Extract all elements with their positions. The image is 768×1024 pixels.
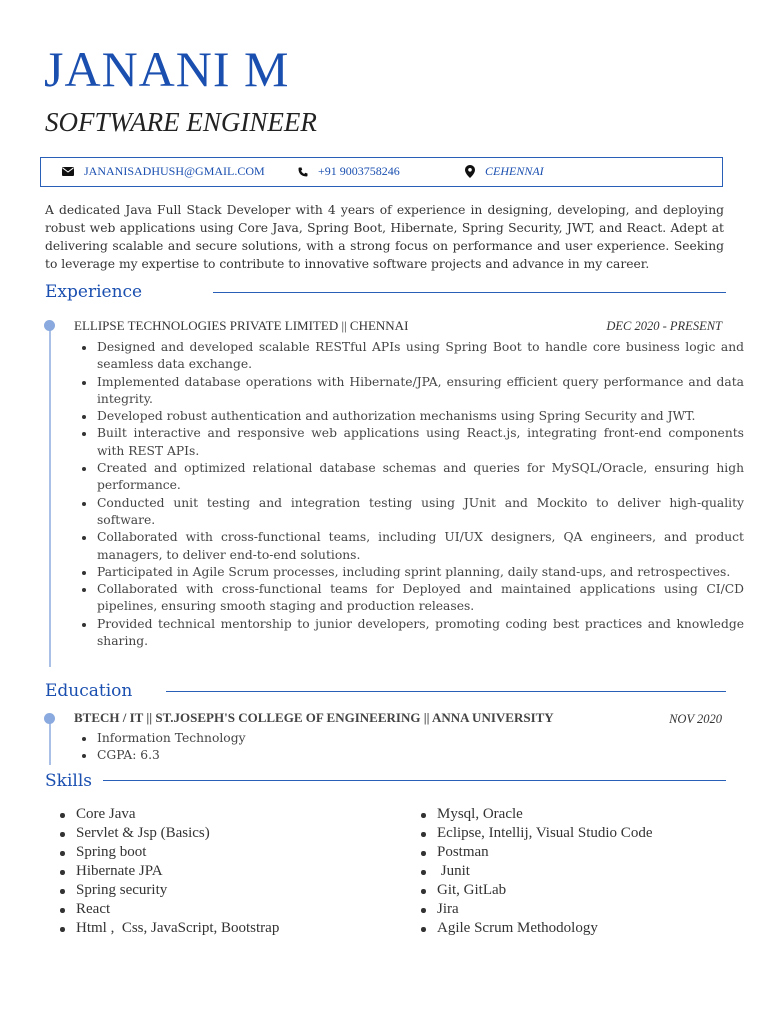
- skills-left-list: [46, 805, 406, 938]
- experience-heading: Experience: [45, 282, 143, 302]
- education-bullet: Information Technology: [97, 730, 744, 747]
- education-timeline: [49, 719, 51, 765]
- profile-summary: A dedicated Java Full Stack Developer with 4 years of experience in designing, developing, and deploying robust web applications using Core Java, Spring Boot, Hibernate, Spring Security, JWT, and React. Adept at delivering scalable and secure solutions, with a strong focus on performance and user experience. Seeking to leverage my expertise to contribute to innovative software projects and advance in my career.: [45, 203, 724, 271]
- contact-location: [465, 158, 544, 185]
- education-date: NOV 2020: [669, 712, 722, 726]
- education-bullet: CGPA: 6.3: [97, 747, 744, 764]
- company-name: ELLIPSE TECHNOLOGIES PRIVATE LIMITED || CHENNAI: [74, 318, 409, 333]
- location-text: CEHENNAI: [485, 164, 544, 178]
- skills-heading: Skills: [45, 771, 92, 791]
- experience-bullet: Conducted unit testing and integration testing using JUnit and Mockito to deliver high-quality software.: [97, 495, 744, 530]
- skill-item: Jira: [437, 900, 767, 919]
- skill-item: Core Java: [76, 805, 406, 824]
- experience-bullet: Collaborated with cross-functional teams, including UI/UX designers, QA engineers, and product managers, to deliver end-to-end solutions.: [97, 529, 744, 564]
- experience-divider: [213, 292, 726, 293]
- skill-item: Postman: [437, 843, 767, 862]
- skill-item: Hibernate JPA: [76, 862, 406, 881]
- experience-bullet: Designed and developed scalable RESTful APIs using Spring Boot to handle core business logic and seamless data exchange.: [97, 339, 744, 374]
- email-text: JANANISADHUSH@GMAIL.COM: [84, 164, 265, 178]
- skills-divider: [103, 780, 726, 781]
- skills-right-list: [407, 805, 767, 938]
- skill-item: React: [76, 900, 406, 919]
- experience-bullet: Participated in Agile Scrum processes, including sprint planning, daily stand-ups, and retrospectives.: [97, 564, 744, 581]
- location-pin-icon: [465, 165, 475, 178]
- experience-bullet: Collaborated with cross-functional teams for Deployed and maintained applications using CI/CD pipelines, ensuring smooth staging and production releases.: [97, 581, 744, 616]
- skill-item: Agile Scrum Methodology: [437, 919, 767, 938]
- skill-item: Spring boot: [76, 843, 406, 862]
- phone-icon: [298, 167, 308, 177]
- experience-bullet: Implemented database operations with Hibernate/JPA, ensuring efficient query performance and data integrity.: [97, 374, 744, 409]
- skill-item: Git, GitLab: [437, 881, 767, 900]
- skill-item: Eclipse, Intellij, Visual Studio Code: [437, 824, 767, 843]
- skill-item: Html , Css, JavaScript, Bootstrap: [76, 919, 406, 938]
- candidate-name: JANANI M: [44, 41, 290, 97]
- phone-text: +91 9003758246: [318, 164, 400, 178]
- experience-bullets: [75, 339, 744, 650]
- skill-item: Servlet & Jsp (Basics): [76, 824, 406, 843]
- experience-date: DEC 2020 - PRESENT: [606, 319, 722, 333]
- education-divider: [166, 691, 726, 692]
- skill-item: Spring security: [76, 881, 406, 900]
- experience-bullet: Provided technical mentorship to junior developers, promoting coding best practices and knowledge sharing.: [97, 616, 744, 651]
- experience-bullet: Created and optimized relational database schemas and queries for MySQL/Oracle, ensuring high performance.: [97, 460, 744, 495]
- job-title: SOFTWARE ENGINEER: [45, 107, 317, 137]
- education-timeline-dot: [44, 713, 55, 724]
- experience-timeline: [49, 326, 51, 667]
- skill-item: Junit: [437, 862, 767, 881]
- experience-bullet: Developed robust authentication and authorization mechanisms using Spring Security and JWT.: [97, 408, 744, 425]
- contact-bar: [40, 157, 723, 187]
- contact-email[interactable]: [62, 158, 265, 185]
- contact-phone[interactable]: [298, 158, 400, 185]
- experience-timeline-dot: [44, 320, 55, 331]
- mail-icon: [62, 167, 74, 176]
- experience-bullet: Built interactive and responsive web applications using React.js, integrating front-end components with REST APIs.: [97, 425, 744, 460]
- education-bullets: [75, 730, 744, 765]
- skill-item: Mysql, Oracle: [437, 805, 767, 824]
- degree-line: BTECH / IT || ST.JOSEPH'S COLLEGE OF ENGINEERING || ANNA UNIVERSITY: [74, 710, 554, 725]
- education-heading: Education: [45, 681, 133, 701]
